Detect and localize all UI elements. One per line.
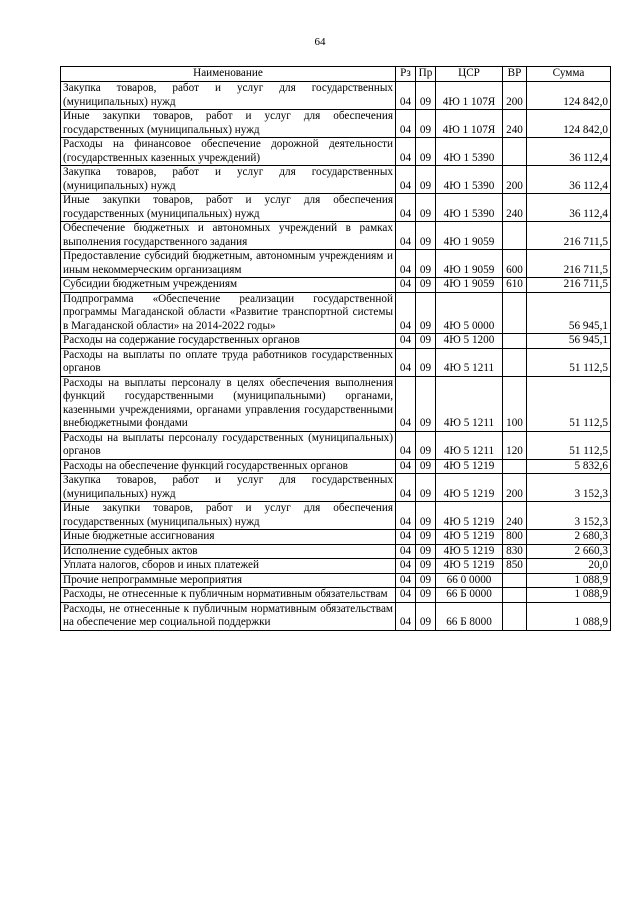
cell-csr: 4Ю 1 5390 [436, 194, 503, 222]
table-row [61, 348, 611, 376]
cell-name: Прочие непрограммные мероприятия [61, 573, 396, 588]
table-row [61, 222, 611, 250]
cell-pr: 09 [416, 474, 436, 502]
cell-csr: 4Ю 5 1211 [436, 376, 503, 431]
cell-vr: 800 [503, 530, 527, 545]
cell-rz: 04 [396, 544, 416, 559]
cell-csr: 4Ю 5 1219 [436, 474, 503, 502]
cell-csr: 4Ю 5 1211 [436, 348, 503, 376]
cell-rz: 04 [396, 459, 416, 474]
cell-name: Иные бюджетные ассигнования [61, 530, 396, 545]
table-row [61, 559, 611, 574]
cell-csr: 4Ю 5 1219 [436, 559, 503, 574]
cell-pr: 09 [416, 278, 436, 293]
cell-pr: 09 [416, 348, 436, 376]
table-row [61, 250, 611, 278]
cell-vr: 200 [503, 474, 527, 502]
cell-csr: 4Ю 1 9059 [436, 250, 503, 278]
table-row [61, 602, 611, 630]
cell-name: Подпрограмма «Обеспечение реализации государственной программы Магаданской области «Развитие транспортной системы в Магаданской области» на 2014-2022 годы» [61, 292, 396, 334]
cell-pr: 09 [416, 602, 436, 630]
cell-rz: 04 [396, 222, 416, 250]
cell-name: Закупка товаров, работ и услуг для государственных (муниципальных) нужд [61, 474, 396, 502]
cell-rz: 04 [396, 292, 416, 334]
cell-pr: 09 [416, 138, 436, 166]
cell-rz: 04 [396, 250, 416, 278]
cell-sum: 1 088,9 [527, 602, 611, 630]
cell-vr: 240 [503, 502, 527, 530]
cell-sum: 124 842,0 [527, 110, 611, 138]
cell-sum: 3 152,3 [527, 502, 611, 530]
cell-pr: 09 [416, 530, 436, 545]
cell-rz: 04 [396, 110, 416, 138]
table-row [61, 474, 611, 502]
cell-vr [503, 588, 527, 603]
header-vr: ВР [503, 67, 527, 82]
cell-csr: 4Ю 5 0000 [436, 292, 503, 334]
cell-csr: 66 0 0000 [436, 573, 503, 588]
cell-vr [503, 334, 527, 349]
cell-name: Расходы, не отнесенные к публичным нормативным обязательствам [61, 588, 396, 603]
cell-sum: 2 680,3 [527, 530, 611, 545]
cell-csr: 4Ю 1 107Я [436, 110, 503, 138]
table-row [61, 138, 611, 166]
cell-rz: 04 [396, 194, 416, 222]
cell-vr: 240 [503, 110, 527, 138]
cell-sum: 216 711,5 [527, 222, 611, 250]
cell-pr: 09 [416, 431, 436, 459]
cell-vr: 100 [503, 376, 527, 431]
cell-name: Расходы на выплаты персоналу государственных (муниципальных) органов [61, 431, 396, 459]
table-row [61, 194, 611, 222]
cell-sum: 1 088,9 [527, 588, 611, 603]
cell-vr [503, 292, 527, 334]
table-row [61, 431, 611, 459]
cell-pr: 09 [416, 559, 436, 574]
table-row [61, 166, 611, 194]
cell-name: Субсидии бюджетным учреждениям [61, 278, 396, 293]
cell-vr [503, 573, 527, 588]
cell-name: Закупка товаров, работ и услуг для государственных (муниципальных) нужд [61, 82, 396, 110]
cell-vr [503, 602, 527, 630]
cell-sum: 2 660,3 [527, 544, 611, 559]
table-body [61, 82, 611, 631]
cell-rz: 04 [396, 474, 416, 502]
cell-sum: 36 112,4 [527, 138, 611, 166]
cell-sum: 20,0 [527, 559, 611, 574]
cell-name: Расходы на финансовое обеспечение дорожной деятельности (государственных казенных учреждений) [61, 138, 396, 166]
cell-rz: 04 [396, 334, 416, 349]
cell-vr: 830 [503, 544, 527, 559]
cell-rz: 04 [396, 573, 416, 588]
table-header-row [61, 67, 611, 82]
cell-name: Расходы на содержание государственных органов [61, 334, 396, 349]
cell-pr: 09 [416, 459, 436, 474]
cell-csr: 4Ю 1 107Я [436, 82, 503, 110]
table-row [61, 544, 611, 559]
cell-rz: 04 [396, 559, 416, 574]
cell-vr [503, 222, 527, 250]
cell-csr: 4Ю 5 1219 [436, 459, 503, 474]
table-row [61, 530, 611, 545]
cell-pr: 09 [416, 502, 436, 530]
cell-rz: 04 [396, 530, 416, 545]
header-pr: Пр [416, 67, 436, 82]
cell-name: Расходы на выплаты по оплате труда работников государственных органов [61, 348, 396, 376]
cell-csr: 4Ю 1 9059 [436, 222, 503, 250]
cell-name: Исполнение судебных актов [61, 544, 396, 559]
cell-csr: 4Ю 5 1219 [436, 502, 503, 530]
cell-sum: 3 152,3 [527, 474, 611, 502]
cell-name: Иные закупки товаров, работ и услуг для обеспечения государственных (муниципальных) нужд [61, 194, 396, 222]
cell-name: Уплата налогов, сборов и иных платежей [61, 559, 396, 574]
cell-rz: 04 [396, 278, 416, 293]
cell-vr [503, 138, 527, 166]
cell-rz: 04 [396, 82, 416, 110]
cell-rz: 04 [396, 502, 416, 530]
cell-pr: 09 [416, 194, 436, 222]
header-csr: ЦСР [436, 67, 503, 82]
cell-sum: 124 842,0 [527, 82, 611, 110]
cell-pr: 09 [416, 166, 436, 194]
table-row [61, 588, 611, 603]
cell-csr: 4Ю 1 9059 [436, 278, 503, 293]
cell-csr: 4Ю 5 1211 [436, 431, 503, 459]
table-row [61, 573, 611, 588]
cell-rz: 04 [396, 431, 416, 459]
cell-vr [503, 348, 527, 376]
cell-csr: 66 Б 8000 [436, 602, 503, 630]
table-row [61, 292, 611, 334]
cell-rz: 04 [396, 166, 416, 194]
cell-pr: 09 [416, 82, 436, 110]
cell-pr: 09 [416, 222, 436, 250]
cell-sum: 36 112,4 [527, 166, 611, 194]
table-row [61, 110, 611, 138]
table-row [61, 334, 611, 349]
cell-pr: 09 [416, 334, 436, 349]
cell-name: Предоставление субсидий бюджетным, автономным учреждениям и иным некоммерческим организациям [61, 250, 396, 278]
cell-rz: 04 [396, 588, 416, 603]
header-name: Наименование [61, 67, 396, 82]
cell-pr: 09 [416, 588, 436, 603]
cell-csr: 4Ю 5 1219 [436, 544, 503, 559]
cell-pr: 09 [416, 544, 436, 559]
cell-sum: 216 711,5 [527, 250, 611, 278]
cell-csr: 4Ю 1 5390 [436, 138, 503, 166]
cell-name: Иные закупки товаров, работ и услуг для обеспечения государственных (муниципальных) нужд [61, 110, 396, 138]
budget-table [60, 66, 611, 631]
page-number: 64 [314, 36, 326, 48]
cell-csr: 4Ю 1 5390 [436, 166, 503, 194]
cell-sum: 51 112,5 [527, 376, 611, 431]
table-row [61, 278, 611, 293]
cell-rz: 04 [396, 348, 416, 376]
cell-vr: 120 [503, 431, 527, 459]
table-row [61, 502, 611, 530]
cell-name: Расходы на выплаты персоналу в целях обеспечения выполнения функций государственными (муниципальными) органами, казенными учреждениями, органами управления государственными внебюджетными фондами [61, 376, 396, 431]
cell-sum: 5 832,6 [527, 459, 611, 474]
cell-name: Обеспечение бюджетных и автономных учреждений в рамках выполнения государственного задания [61, 222, 396, 250]
cell-csr: 4Ю 5 1200 [436, 334, 503, 349]
cell-name: Закупка товаров, работ и услуг для государственных (муниципальных) нужд [61, 166, 396, 194]
cell-name: Расходы, не отнесенные к публичным нормативным обязательствам на обеспечение мер социальной поддержки [61, 602, 396, 630]
cell-rz: 04 [396, 138, 416, 166]
header-rz: Рз [396, 67, 416, 82]
cell-vr [503, 459, 527, 474]
cell-rz: 04 [396, 602, 416, 630]
cell-sum: 51 112,5 [527, 348, 611, 376]
cell-sum: 216 711,5 [527, 278, 611, 293]
cell-vr: 240 [503, 194, 527, 222]
cell-name: Расходы на обеспечение функций государственных органов [61, 459, 396, 474]
table-row [61, 82, 611, 110]
cell-sum: 36 112,4 [527, 194, 611, 222]
table-row [61, 376, 611, 431]
cell-vr: 200 [503, 166, 527, 194]
cell-name: Иные закупки товаров, работ и услуг для обеспечения государственных (муниципальных) нужд [61, 502, 396, 530]
cell-vr: 600 [503, 250, 527, 278]
cell-sum: 56 945,1 [527, 292, 611, 334]
table-row [61, 459, 611, 474]
cell-csr: 66 Б 0000 [436, 588, 503, 603]
cell-pr: 09 [416, 573, 436, 588]
cell-csr: 4Ю 5 1219 [436, 530, 503, 545]
cell-vr: 610 [503, 278, 527, 293]
cell-sum: 51 112,5 [527, 431, 611, 459]
cell-rz: 04 [396, 376, 416, 431]
header-sum: Сумма [527, 67, 611, 82]
cell-vr: 200 [503, 82, 527, 110]
cell-pr: 09 [416, 250, 436, 278]
cell-vr: 850 [503, 559, 527, 574]
cell-pr: 09 [416, 110, 436, 138]
cell-pr: 09 [416, 292, 436, 334]
cell-pr: 09 [416, 376, 436, 431]
cell-sum: 56 945,1 [527, 334, 611, 349]
cell-sum: 1 088,9 [527, 573, 611, 588]
